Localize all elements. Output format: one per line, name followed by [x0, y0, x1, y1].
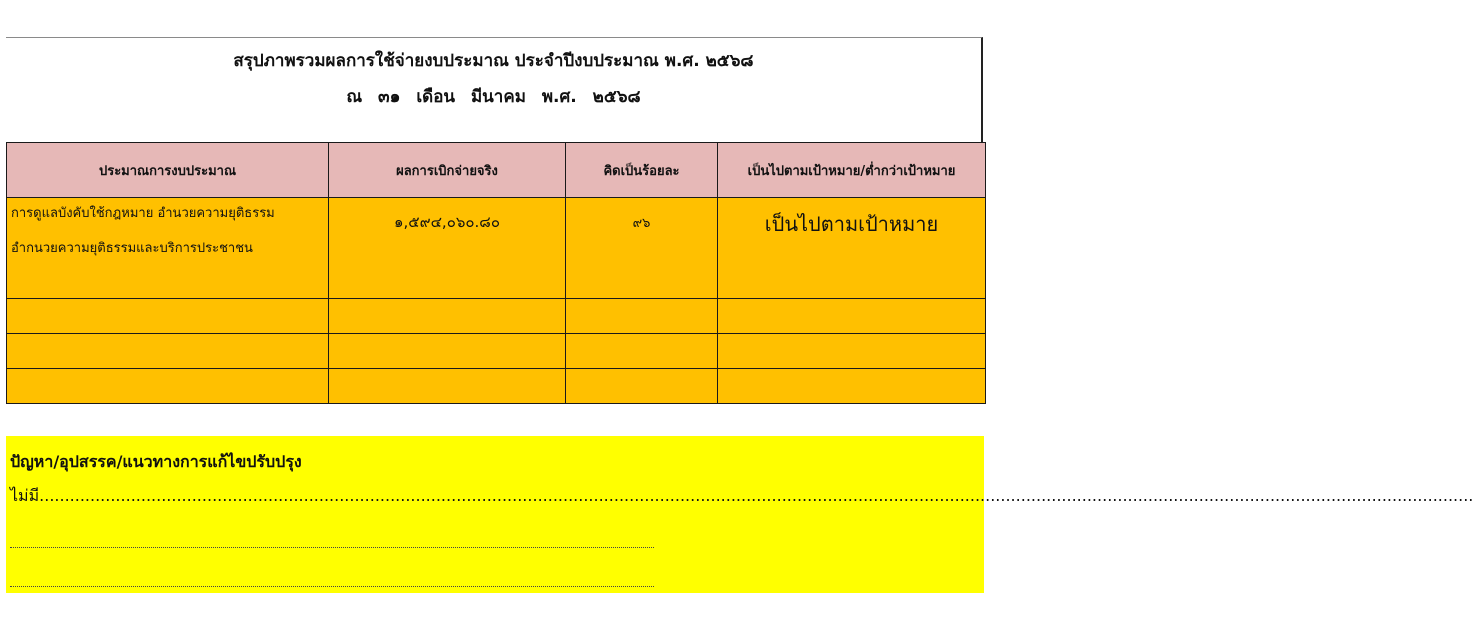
table-header-row — [7, 143, 986, 198]
empty-cell — [566, 299, 718, 334]
report-date: ณ ๓๑ เดือน มีนาคม พ.ศ. ๒๕๖๘ — [346, 87, 641, 107]
issues-text: ไม่มี — [10, 486, 40, 505]
empty-cell — [329, 299, 566, 334]
empty-cell — [7, 334, 329, 369]
report-title: สรุปภาพรวมผลการใช้จ่ายงบประมาณ ประจำปีงบประมาณ พ.ศ. ๒๕๖๘ — [233, 51, 754, 71]
empty-table-row — [7, 334, 986, 369]
issues-title: ปัญหา/อุปสรรค/แนวทางการแก้ไขปรับปรุง — [10, 452, 302, 471]
empty-cell — [718, 334, 986, 369]
empty-cell — [329, 369, 566, 404]
dotted-fill: .......................................................................................................................................................................................................................................................................................... — [39, 486, 1473, 505]
dotted-line — [10, 547, 654, 548]
column-header-percent: คิดเป็นร้อยละ — [566, 143, 718, 198]
empty-table-row — [7, 369, 986, 404]
actual-spending-cell: ๑,๕๙๔,๐๖๐.๘๐ — [329, 198, 566, 299]
budget-item-line1: การดูแลบังคับใช้กฎหมาย อำนวยความยุติธรรม — [11, 206, 275, 221]
budget-item-cell — [7, 198, 329, 299]
issues-text-line — [10, 486, 1473, 506]
empty-cell — [718, 369, 986, 404]
column-header-actual-spending: ผลการเบิกจ่ายจริง — [329, 143, 566, 198]
issues-section — [6, 436, 1473, 593]
empty-cell — [566, 369, 718, 404]
column-header-budget-item: ประมาณการงบประมาณ — [7, 143, 329, 198]
target-status-cell: เป็นไปตามเป้าหมาย — [718, 198, 986, 299]
report-header — [6, 37, 983, 142]
dotted-line — [10, 586, 654, 587]
empty-table-row — [7, 299, 986, 334]
empty-cell — [566, 334, 718, 369]
percent-cell: ๙๖ — [566, 198, 718, 299]
empty-cell — [7, 369, 329, 404]
empty-cell — [329, 334, 566, 369]
budget-summary-table — [6, 142, 986, 404]
empty-cell — [7, 299, 329, 334]
empty-cell — [718, 299, 986, 334]
budget-item-line2: อำกนวยความยุติธรรมและบริการประชาชน — [11, 241, 253, 256]
table-row — [7, 198, 986, 299]
column-header-target-status: เป็นไปตามเป้าหมาย/ต่ำกว่าเป้าหมาย — [718, 143, 986, 198]
